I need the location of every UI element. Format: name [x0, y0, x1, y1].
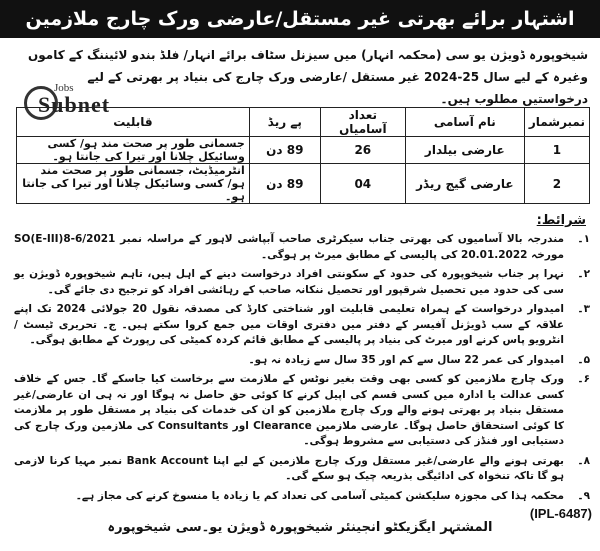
posts-table — [16, 107, 590, 204]
header-serial: نمبرشمار — [524, 108, 589, 137]
terms-heading: شرائط: — [536, 213, 586, 228]
advertisement-title: اشتہار برائے بھرتی غیر مستقل/عارضی ورک چارج ملازمین — [25, 8, 575, 30]
list-item — [14, 454, 590, 485]
posts-table-header-row — [17, 108, 590, 137]
term-number: ۸۔ — [577, 454, 590, 467]
advertiser-signature: المشتہر ایگزیکٹو انجینئر شیخوپورہ ڈویژن یو۔سی شیخوپورہ — [107, 520, 493, 535]
row-pay-period: 89 دن — [249, 164, 320, 204]
row-post-count: 26 — [320, 137, 405, 164]
intro-paragraph: شیخوپورہ ڈویژن یو سی (محکمہ انہار) میں سیزنل سٹاف برائے انہار/ فلڈ بندو لائیننگ کے کاموں وغیرہ کے لیے سال 25-2024 غیر مستقل /عارضی ورک چارج کی بنیاد پر بھرتی کے لیے درخواستیں مطلوب ہیں۔ — [28, 48, 588, 106]
row-serial: 1 — [524, 137, 589, 164]
term-number: ۶۔ — [577, 373, 590, 385]
term-number: ۲۔ — [577, 268, 590, 280]
term-text: نہرا پر جناب شیخوپورہ کی حدود کے سکونتی افراد درخواست دینے کے اہل ہیں، تاہم شیخوپورہ ڈویژن یو سی کی حدود میں تحصیل شرقپور اور تحصیل ننکانہ صاحب کے رہائشی افراد کو ترجیح دی جائے گی۔ — [14, 268, 564, 296]
row-qualification: جسمانی طور پر صحت مند ہو/ کسی وسائیکل چلانا اور تیرا کی جانتا ہو۔ — [17, 137, 250, 164]
term-text: امیدوار کی عمر 22 سال سے کم اور 35 سال سے زیادہ نہ ہو۔ — [248, 353, 564, 366]
term-number: ۵۔ — [577, 353, 590, 366]
term-number: ۳۔ — [577, 303, 590, 315]
row-post-name: عارضی گیج ریڈر — [405, 164, 524, 204]
list-item — [14, 232, 590, 263]
term-text: مندرجہ بالا آسامیوں کی بھرتی جناب سیکرٹری صاحب آبپاشی لاہور کے مراسلہ نمبر SO(E-III)8-6/2021 مورخہ 20.01.2022 کی پالیسی کے مطابق میرٹ پر ہوگی۔ — [14, 233, 564, 261]
list-item — [14, 302, 590, 349]
header-post-count: تعداد آسامیاں — [320, 108, 405, 137]
term-text: بھرتی ہونے والے عارضی/غیر مستقل ورک چارج ملازمین کے لیے اپنا Bank Account نمبر مہیا کرنا لازمی ہو گا تاکہ تنخواہ کی ادائیگی بذریعہ چیک ہو سکے گی۔ — [14, 454, 564, 482]
list-item — [14, 353, 590, 369]
header-post-name: نام آسامی — [405, 108, 524, 137]
ipl-reference: (IPL-6487) — [529, 506, 592, 521]
term-text: امیدوار درخواست کے ہمراہ تعلیمی قابلیت اور شناختی کارڈ کی مصدقہ نقول 20 جولائی 2024 تک اپنے علاقہ کے سب ڈویژنل آفیسر کے دفتر میں دفتری اوقات میں جمع کروا سکتے ہیں۔ ج۔ تحریری ٹیسٹ / انٹرویو پاس کرنے اور میرٹ کی بنیاد پر پالیسی کے مطابق قائم کردہ کمیٹی کی رپورٹ کے مطابق ہوگی۔ — [14, 303, 564, 346]
row-pay-period: 89 دن — [249, 137, 320, 164]
header-qualification: قابلیت — [17, 108, 250, 137]
advertisement-title-banner — [0, 0, 600, 38]
term-text: محکمہ ہذا کی مجوزہ سلیکشن کمیٹی آسامی کی تعداد کم یا زیادہ یا منسوخ کرنے کی مجاز ہے۔ — [75, 489, 564, 502]
terms-list — [14, 232, 590, 508]
row-post-name: عارضی بیلدار — [405, 137, 524, 164]
watermark-jobs-text: Jobs — [54, 82, 74, 94]
list-item — [14, 267, 590, 298]
term-number: ۱۔ — [577, 233, 590, 245]
row-serial: 2 — [524, 164, 589, 204]
row-post-count: 04 — [320, 164, 405, 204]
watermark-subnet-text: Subnet — [38, 92, 111, 117]
term-text: ورک چارج ملازمین کو کسی بھی وقت بغیر نوٹس کے ملازمت سے برخاست کیا جاسکے گا۔ جس کے خلاف کسی عدالت یا ادارہ میں کسی قسم کی اپیل کرنے کا کوئی حق حاصل نہ ہوگا اور نہ ہی ان عارضی/غیر مستقل بنیاد پر بھرتی ہونے والے ورک چارج ملازمین کو ان کی خدمات کی بنیاد پر مستقل طور پر ملازمت کا کوئی استحقاق حاصل ہوگا۔ عارضی ملازمین Clearance اور Consultants کی ملازمین ورک چارج کی دستیابی اور فنڈز کی دستیابی سے مشروط ہوگی۔ — [14, 373, 564, 447]
list-item — [14, 489, 590, 505]
term-number: ۹۔ — [577, 489, 590, 502]
list-item — [14, 372, 590, 450]
header-pay-period: پے ریڈ — [249, 108, 320, 137]
row-qualification: انٹرمیڈیٹ، جسمانی طور پر صحت مند ہو/ کسی وسائیکل چلانا اور تیرا کی جانتا ہو۔ — [17, 164, 250, 204]
table-row — [17, 164, 590, 204]
table-row — [17, 137, 590, 164]
